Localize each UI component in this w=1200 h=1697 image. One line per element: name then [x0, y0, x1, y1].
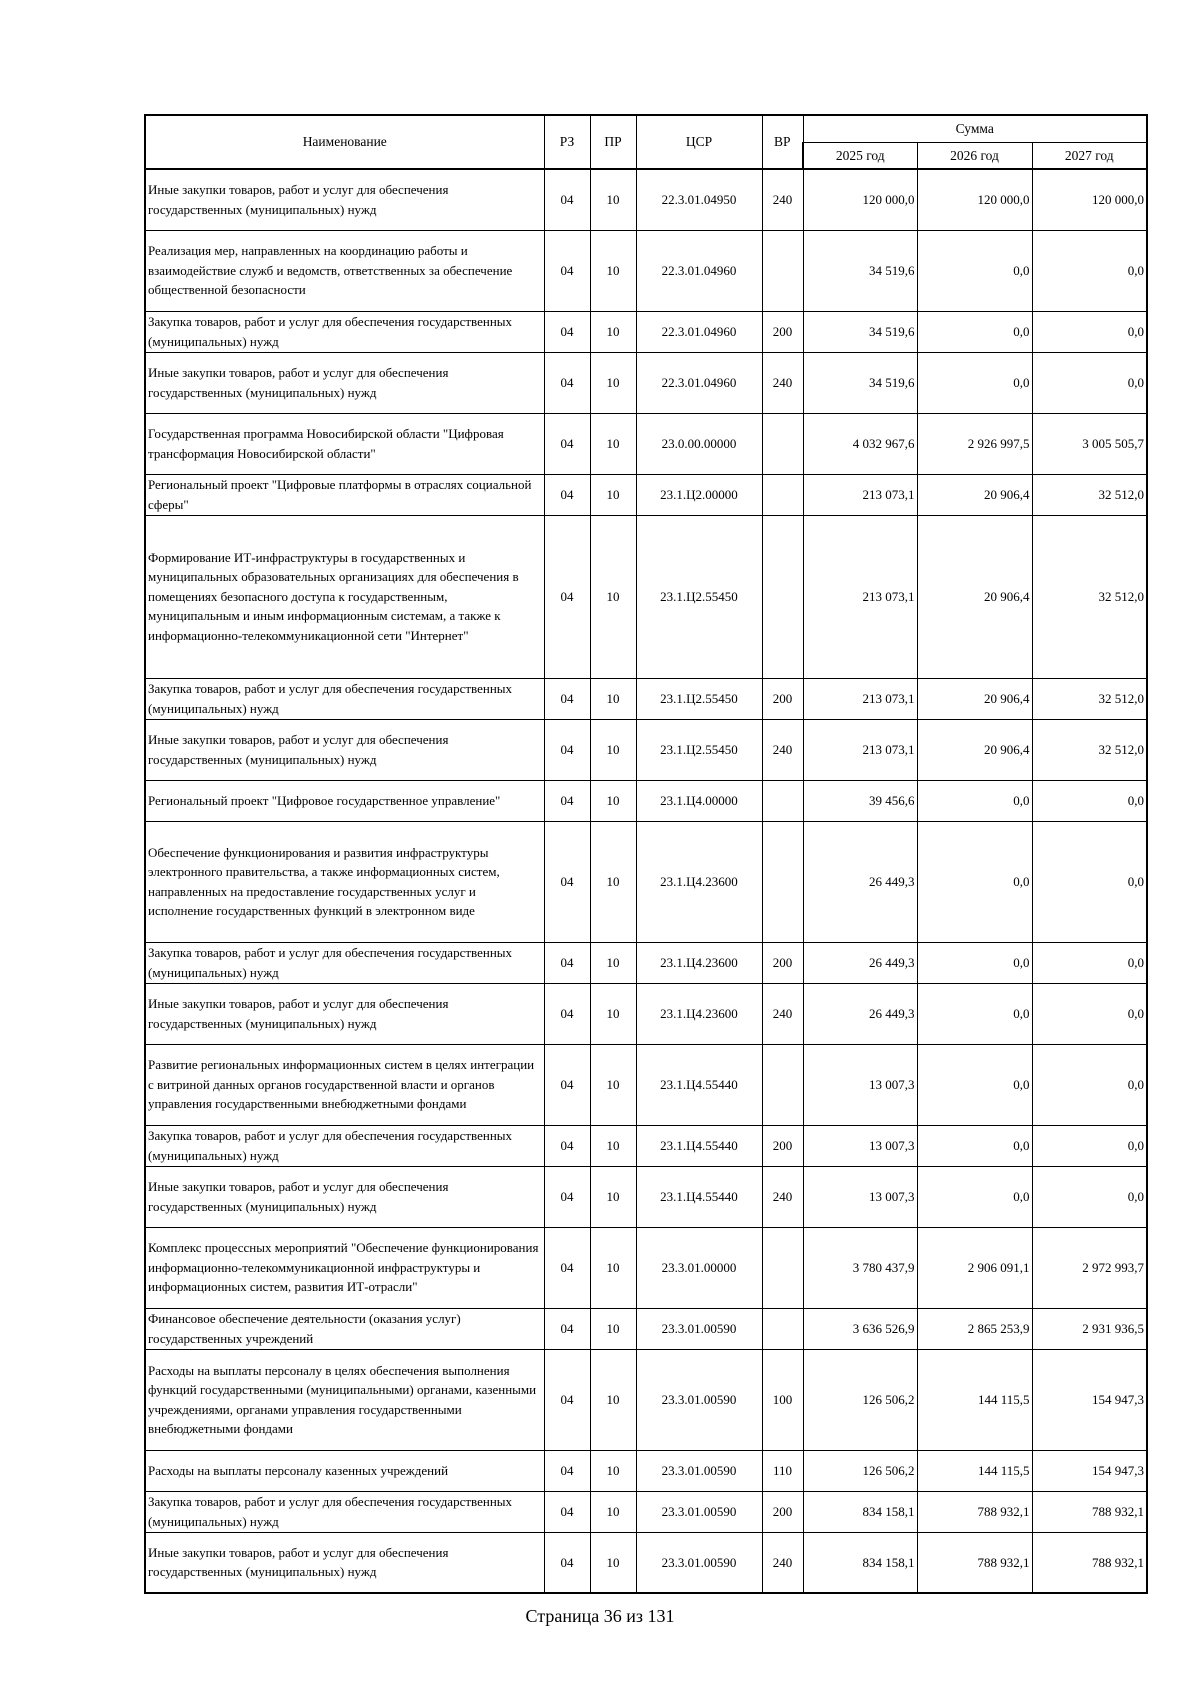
row-name: Закупка товаров, работ и услуг для обеспечения государственных (муниципальных) нужд [145, 311, 544, 352]
header-rz: РЗ [544, 115, 590, 169]
row-name: Финансовое обеспечение деятельности (оказания услуг) государственных учреждений [145, 1308, 544, 1349]
row-2025: 834 158,1 [803, 1532, 917, 1593]
row-vr: 200 [762, 1125, 803, 1166]
row-2027: 788 932,1 [1032, 1532, 1147, 1593]
row-vr: 240 [762, 983, 803, 1044]
row-2026: 144 115,5 [917, 1450, 1032, 1491]
row-vr [762, 1227, 803, 1308]
row-2026: 0,0 [917, 1044, 1032, 1125]
row-2025: 13 007,3 [803, 1044, 917, 1125]
row-2027: 0,0 [1032, 780, 1147, 821]
row-2025: 26 449,3 [803, 821, 917, 942]
row-2027: 3 005 505,7 [1032, 413, 1147, 474]
row-2026: 0,0 [917, 1166, 1032, 1227]
row-2025: 13 007,3 [803, 1125, 917, 1166]
row-2025: 213 073,1 [803, 678, 917, 719]
row-2026: 0,0 [917, 780, 1032, 821]
row-name: Иные закупки товаров, работ и услуг для обеспечения государственных (муниципальных) нужд [145, 983, 544, 1044]
row-name: Закупка товаров, работ и услуг для обеспечения государственных (муниципальных) нужд [145, 942, 544, 983]
row-csr: 23.1.Ц2.55450 [636, 719, 762, 780]
row-name: Иные закупки товаров, работ и услуг для обеспечения государственных (муниципальных) нужд [145, 1532, 544, 1593]
row-name: Закупка товаров, работ и услуг для обеспечения государственных (муниципальных) нужд [145, 1125, 544, 1166]
row-vr: 240 [762, 352, 803, 413]
row-rz: 04 [544, 983, 590, 1044]
row-2027: 0,0 [1032, 1125, 1147, 1166]
row-vr [762, 1044, 803, 1125]
row-vr [762, 515, 803, 678]
row-name: Формирование ИТ-инфраструктуры в государственных и муниципальных образовательных организациях для обеспечения в помещениях безопасного доступа к государственным, муниципальным и иным информационным системам, а также к информационно-телекоммуникационной сети "Интернет" [145, 515, 544, 678]
row-2026: 2 906 091,1 [917, 1227, 1032, 1308]
table-row [145, 780, 1147, 821]
row-2027: 154 947,3 [1032, 1349, 1147, 1450]
row-csr: 23.3.01.00590 [636, 1532, 762, 1593]
row-csr: 23.1.Ц4.23600 [636, 821, 762, 942]
row-rz: 04 [544, 1166, 590, 1227]
row-rz: 04 [544, 719, 590, 780]
row-name: Расходы на выплаты персоналу в целях обеспечения выполнения функций государственными (муниципальными) органами, казенными учреждениями, органами управления государственными внебюджетными фондами [145, 1349, 544, 1450]
row-pr: 10 [590, 678, 636, 719]
row-name: Государственная программа Новосибирской области "Цифровая трансформация Новосибирской области" [145, 413, 544, 474]
header-pr: ПР [590, 115, 636, 169]
budget-table [144, 114, 1148, 1594]
header-vr: ВР [762, 115, 803, 169]
row-2027: 32 512,0 [1032, 474, 1147, 515]
row-vr: 240 [762, 169, 803, 230]
table-row [145, 230, 1147, 311]
row-rz: 04 [544, 821, 590, 942]
row-2026: 2 926 997,5 [917, 413, 1032, 474]
row-2027: 0,0 [1032, 942, 1147, 983]
row-name: Закупка товаров, работ и услуг для обеспечения государственных (муниципальных) нужд [145, 678, 544, 719]
row-name: Региональный проект "Цифровые платформы в отраслях социальной сферы" [145, 474, 544, 515]
row-csr: 23.3.01.00590 [636, 1491, 762, 1532]
table-row [145, 1044, 1147, 1125]
row-2026: 0,0 [917, 821, 1032, 942]
row-2026: 0,0 [917, 983, 1032, 1044]
row-csr: 22.3.01.04950 [636, 169, 762, 230]
row-rz: 04 [544, 515, 590, 678]
row-rz: 04 [544, 474, 590, 515]
row-2025: 126 506,2 [803, 1349, 917, 1450]
row-pr: 10 [590, 983, 636, 1044]
row-name: Реализация мер, направленных на координацию работы и взаимодействие служб и ведомств, ответственных за обеспечение общественной безопасности [145, 230, 544, 311]
table-row [145, 678, 1147, 719]
header-2025: 2025 год [803, 142, 917, 169]
row-csr: 23.3.01.00000 [636, 1227, 762, 1308]
row-csr: 22.3.01.04960 [636, 311, 762, 352]
row-vr: 200 [762, 678, 803, 719]
table-row [145, 474, 1147, 515]
row-pr: 10 [590, 352, 636, 413]
table-row [145, 1227, 1147, 1308]
row-rz: 04 [544, 942, 590, 983]
row-csr: 23.1.Ц2.55450 [636, 678, 762, 719]
row-csr: 23.3.01.00590 [636, 1349, 762, 1450]
row-csr: 23.1.Ц4.55440 [636, 1166, 762, 1227]
row-2026: 788 932,1 [917, 1491, 1032, 1532]
row-2027: 788 932,1 [1032, 1491, 1147, 1532]
row-rz: 04 [544, 1227, 590, 1308]
row-2025: 4 032 967,6 [803, 413, 917, 474]
table-row [145, 413, 1147, 474]
row-2025: 126 506,2 [803, 1450, 917, 1491]
row-rz: 04 [544, 1491, 590, 1532]
row-vr [762, 1308, 803, 1349]
row-2027: 0,0 [1032, 1044, 1147, 1125]
row-2026: 144 115,5 [917, 1349, 1032, 1450]
table-row [145, 169, 1147, 230]
row-vr: 200 [762, 311, 803, 352]
page-number: Страница 36 из 131 [525, 1606, 675, 1626]
row-2025: 213 073,1 [803, 474, 917, 515]
row-rz: 04 [544, 413, 590, 474]
row-csr: 23.1.Ц4.23600 [636, 983, 762, 1044]
row-csr: 23.1.Ц4.00000 [636, 780, 762, 821]
row-name: Иные закупки товаров, работ и услуг для обеспечения государственных (муниципальных) нужд [145, 169, 544, 230]
row-vr: 200 [762, 1491, 803, 1532]
row-2027: 120 000,0 [1032, 169, 1147, 230]
row-pr: 10 [590, 1491, 636, 1532]
table-row [145, 311, 1147, 352]
table-row [145, 983, 1147, 1044]
row-2025: 834 158,1 [803, 1491, 917, 1532]
row-rz: 04 [544, 1532, 590, 1593]
row-2025: 13 007,3 [803, 1166, 917, 1227]
header-sum: Сумма [803, 115, 1147, 142]
row-pr: 10 [590, 169, 636, 230]
row-2025: 3 636 526,9 [803, 1308, 917, 1349]
header-2027: 2027 год [1032, 142, 1147, 169]
row-2026: 20 906,4 [917, 678, 1032, 719]
row-name: Обеспечение функционирования и развития инфраструктуры электронного правительства, а также информационных систем, направленных на предоставление государственных услуг и исполнение государственных функций в электронном виде [145, 821, 544, 942]
row-name: Региональный проект "Цифровое государственное управление" [145, 780, 544, 821]
table-body [145, 169, 1147, 1593]
row-vr [762, 230, 803, 311]
row-pr: 10 [590, 942, 636, 983]
row-vr: 240 [762, 719, 803, 780]
row-2026: 20 906,4 [917, 515, 1032, 678]
table-row [145, 1349, 1147, 1450]
row-name: Развитие региональных информационных систем в целях интеграции с витриной данных органов государственной власти и органов управления государственными внебюджетными фондами [145, 1044, 544, 1125]
row-2025: 120 000,0 [803, 169, 917, 230]
row-name: Иные закупки товаров, работ и услуг для обеспечения государственных (муниципальных) нужд [145, 352, 544, 413]
row-rz: 04 [544, 1044, 590, 1125]
row-pr: 10 [590, 1308, 636, 1349]
row-2027: 2 931 936,5 [1032, 1308, 1147, 1349]
row-2026: 2 865 253,9 [917, 1308, 1032, 1349]
row-2027: 0,0 [1032, 821, 1147, 942]
row-rz: 04 [544, 169, 590, 230]
row-pr: 10 [590, 311, 636, 352]
table-header [145, 115, 1147, 169]
row-csr: 22.3.01.04960 [636, 230, 762, 311]
header-2026: 2026 год [917, 142, 1032, 169]
table-row [145, 719, 1147, 780]
row-vr: 240 [762, 1166, 803, 1227]
row-2027: 0,0 [1032, 352, 1147, 413]
row-rz: 04 [544, 230, 590, 311]
row-2027: 154 947,3 [1032, 1450, 1147, 1491]
row-csr: 23.3.01.00590 [636, 1308, 762, 1349]
row-2027: 0,0 [1032, 230, 1147, 311]
row-rz: 04 [544, 352, 590, 413]
table-row [145, 1532, 1147, 1593]
row-2027: 0,0 [1032, 311, 1147, 352]
row-vr: 100 [762, 1349, 803, 1450]
row-rz: 04 [544, 1349, 590, 1450]
row-csr: 22.3.01.04960 [636, 352, 762, 413]
row-2025: 34 519,6 [803, 230, 917, 311]
row-pr: 10 [590, 230, 636, 311]
row-rz: 04 [544, 678, 590, 719]
header-csr: ЦСР [636, 115, 762, 169]
row-rz: 04 [544, 780, 590, 821]
row-csr: 23.1.Ц2.55450 [636, 515, 762, 678]
row-csr: 23.1.Ц4.55440 [636, 1044, 762, 1125]
table-row [145, 942, 1147, 983]
row-vr [762, 413, 803, 474]
row-pr: 10 [590, 1125, 636, 1166]
table-row [145, 1166, 1147, 1227]
row-vr [762, 821, 803, 942]
row-2026: 0,0 [917, 352, 1032, 413]
row-2025: 39 456,6 [803, 780, 917, 821]
row-name: Комплекс процессных мероприятий "Обеспечение функционирования информационно-телекоммуникационной инфраструктуры и информационных систем, развития ИТ-отрасли" [145, 1227, 544, 1308]
row-csr: 23.1.Ц2.00000 [636, 474, 762, 515]
row-2027: 0,0 [1032, 1166, 1147, 1227]
row-name: Закупка товаров, работ и услуг для обеспечения государственных (муниципальных) нужд [145, 1491, 544, 1532]
table-row [145, 352, 1147, 413]
row-2027: 32 512,0 [1032, 719, 1147, 780]
row-pr: 10 [590, 1450, 636, 1491]
row-pr: 10 [590, 1532, 636, 1593]
row-2025: 26 449,3 [803, 942, 917, 983]
row-vr: 200 [762, 942, 803, 983]
row-2026: 0,0 [917, 942, 1032, 983]
row-vr [762, 780, 803, 821]
row-2026: 120 000,0 [917, 169, 1032, 230]
row-2025: 34 519,6 [803, 352, 917, 413]
row-pr: 10 [590, 1227, 636, 1308]
table-row [145, 1450, 1147, 1491]
row-2027: 0,0 [1032, 983, 1147, 1044]
row-vr: 240 [762, 1532, 803, 1593]
row-2025: 213 073,1 [803, 719, 917, 780]
row-pr: 10 [590, 474, 636, 515]
row-csr: 23.1.Ц4.23600 [636, 942, 762, 983]
row-2025: 34 519,6 [803, 311, 917, 352]
row-rz: 04 [544, 311, 590, 352]
row-2025: 3 780 437,9 [803, 1227, 917, 1308]
row-pr: 10 [590, 719, 636, 780]
table-row [145, 515, 1147, 678]
row-2026: 20 906,4 [917, 474, 1032, 515]
row-2027: 32 512,0 [1032, 678, 1147, 719]
row-2025: 213 073,1 [803, 515, 917, 678]
row-2026: 0,0 [917, 311, 1032, 352]
row-pr: 10 [590, 1349, 636, 1450]
header-name: Наименование [145, 115, 544, 169]
row-name: Иные закупки товаров, работ и услуг для обеспечения государственных (муниципальных) нужд [145, 719, 544, 780]
row-pr: 10 [590, 413, 636, 474]
table-row [145, 821, 1147, 942]
row-vr [762, 474, 803, 515]
row-pr: 10 [590, 1044, 636, 1125]
row-rz: 04 [544, 1450, 590, 1491]
row-2025: 26 449,3 [803, 983, 917, 1044]
row-pr: 10 [590, 515, 636, 678]
row-2027: 32 512,0 [1032, 515, 1147, 678]
row-pr: 10 [590, 1166, 636, 1227]
row-csr: 23.0.00.00000 [636, 413, 762, 474]
row-rz: 04 [544, 1308, 590, 1349]
table-row [145, 1125, 1147, 1166]
row-csr: 23.3.01.00590 [636, 1450, 762, 1491]
row-2026: 0,0 [917, 230, 1032, 311]
row-2026: 788 932,1 [917, 1532, 1032, 1593]
table-row [145, 1491, 1147, 1532]
row-vr: 110 [762, 1450, 803, 1491]
row-2026: 0,0 [917, 1125, 1032, 1166]
row-name: Расходы на выплаты персоналу казенных учреждений [145, 1450, 544, 1491]
row-pr: 10 [590, 780, 636, 821]
row-2027: 2 972 993,7 [1032, 1227, 1147, 1308]
row-rz: 04 [544, 1125, 590, 1166]
row-pr: 10 [590, 821, 636, 942]
row-2026: 20 906,4 [917, 719, 1032, 780]
table-row [145, 1308, 1147, 1349]
row-name: Иные закупки товаров, работ и услуг для обеспечения государственных (муниципальных) нужд [145, 1166, 544, 1227]
row-csr: 23.1.Ц4.55440 [636, 1125, 762, 1166]
